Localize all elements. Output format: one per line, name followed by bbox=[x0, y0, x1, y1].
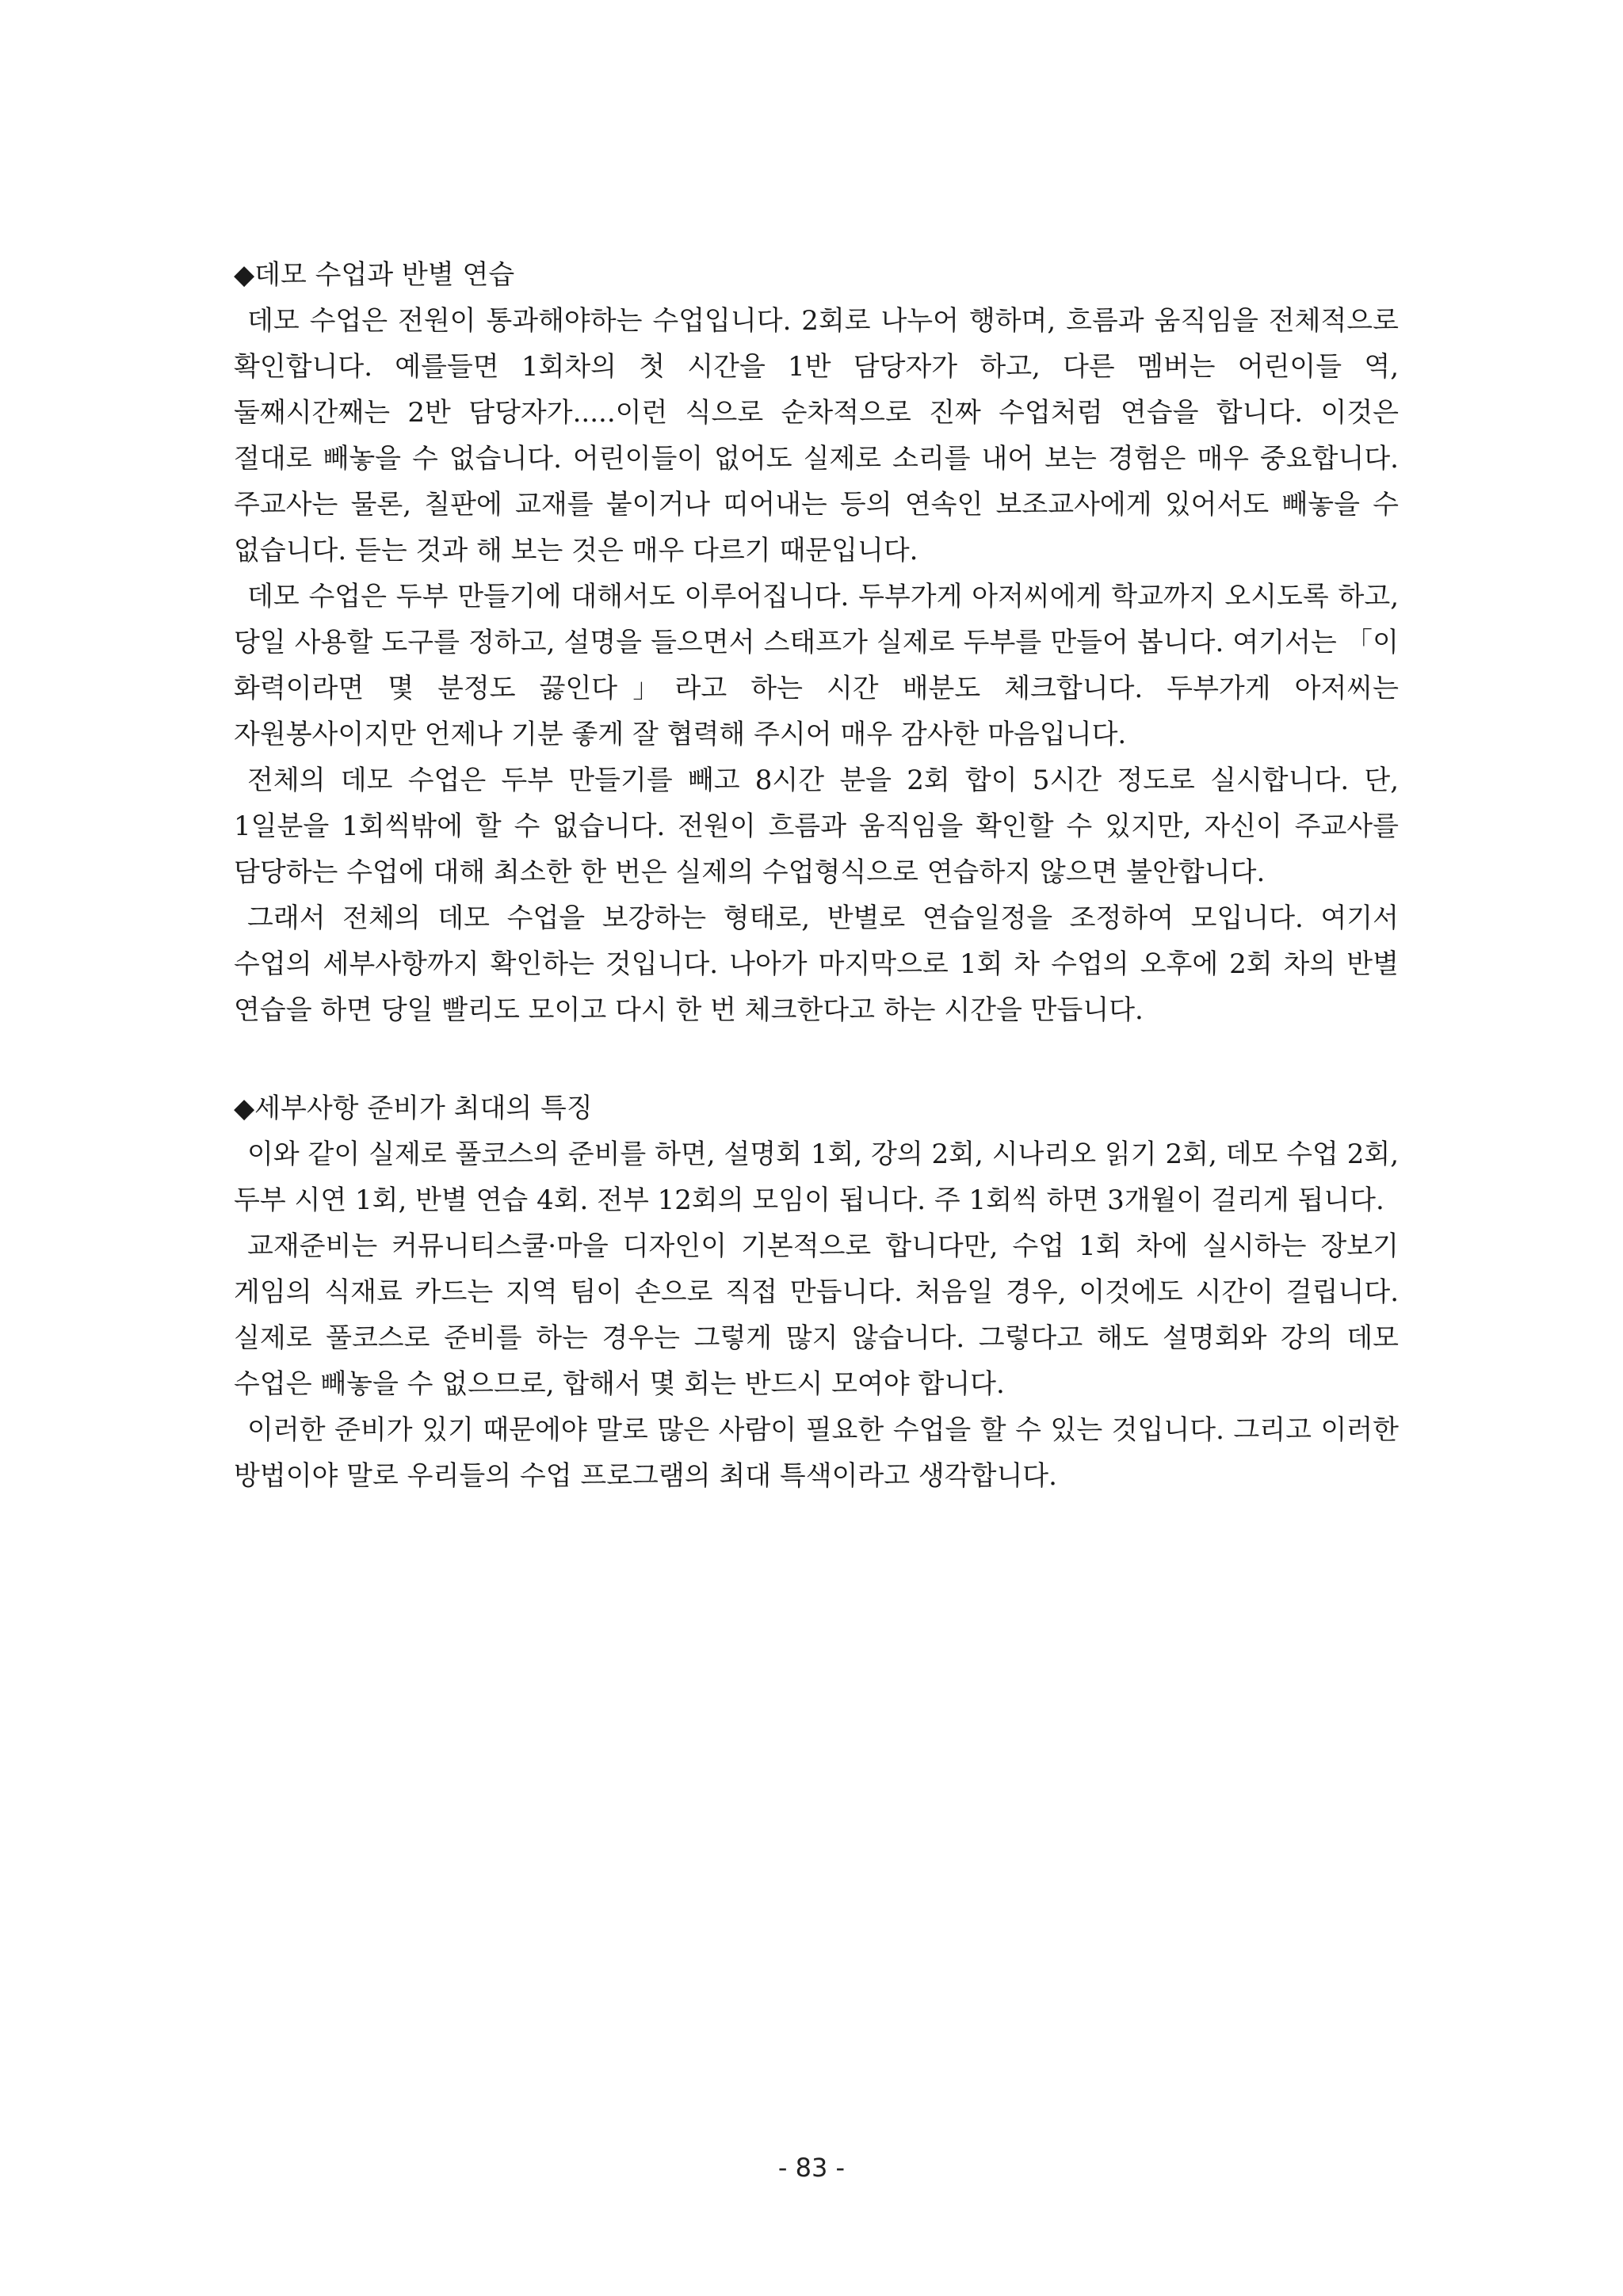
paragraph: 이와 같이 실제로 풀코스의 준비를 하면, 설명회 1회, 강의 2회, 시나리오 읽기 2회, 데모 수업 2회, 두부 시연 1회, 반별 연습 4회. 전부 12회의 모임이 됩니다. 주 1회씩 하면 3개월이 걸리게 됩니다. bbox=[234, 1138, 1399, 1216]
section-heading: ◆세부사항 준비가 최대의 특징 bbox=[234, 1093, 593, 1124]
section-demo-class bbox=[234, 252, 1399, 1033]
paragraph: 데모 수업은 전원이 통과해야하는 수업입니다. 2회로 나누어 행하며, 흐름과 움직임을 전체적으로 확인합니다. 예를들면 1회차의 첫 시간을 1반 담당자가 하고, 다른 멤버는 어린이들 역, 둘째시간째는 2반 담당자가.....이런 식으로 순차적으로 진짜 수업처럼 연습을 합니다. 이것은 절대로 빼놓을 수 없습니다. 어린이들이 없어도 실제로 소리를 내어 보는 경험은 매우 중요합니다. 주교사는 물론, 칠판에 교재를 붙이거나 띠어내는 등의 연속인 보조교사에게 있어서도 빼놓을 수 없습니다. 듣는 것과 해 보는 것은 매우 다르기 때문입니다. bbox=[234, 305, 1399, 566]
paragraph: 전체의 데모 수업은 두부 만들기를 빼고 8시간 분을 2회 합이 5시간 정도로 실시합니다. 단, 1일분을 1회씩밖에 할 수 없습니다. 전원이 흐름과 움직임을 확인할 수 있지만, 자신이 주교사를 담당하는 수업에 대해 최소한 한 번은 실제의 수업형식으로 연습하지 않으면 불안합니다. bbox=[234, 765, 1400, 888]
paragraph: 교재준비는 커뮤니티스쿨·마을 디자인이 기본적으로 합니다만, 수업 1회 차에 실시하는 장보기 게임의 식재료 카드는 지역 팀이 손으로 직접 만듭니다. 처음일 경우, 이것에도 시간이 걸립니다. 실제로 풀코스로 준비를 하는 경우는 그렇게 많지 않습니다. 그렇다고 해도 설명회와 강의 데모 수업은 빼놓을 수 없으므로, 합해서 몇 회는 반드시 모여야 합니다. bbox=[234, 1230, 1399, 1400]
section-detail-prep bbox=[234, 1085, 1399, 1499]
page-number: - 83 - bbox=[777, 2153, 846, 2183]
document-body bbox=[234, 252, 1399, 1499]
paragraph: 이러한 준비가 있기 때문에야 말로 많은 사람이 필요한 수업을 할 수 있는 것입니다. 그리고 이러한 방법이야 말로 우리들의 수업 프로그램의 최대 특색이라고 생각합니다. bbox=[234, 1414, 1399, 1492]
section-heading: ◆데모 수업과 반별 연습 bbox=[234, 259, 515, 291]
paragraph: 데모 수업은 두부 만들기에 대해서도 이루어집니다. 두부가게 아저씨에게 학교까지 오시도록 하고, 당일 사용할 도구를 정하고, 설명을 들으면서 스태프가 실제로 두부를 만들어 봅니다. 여기서는 「이 화력이라면 몇 분정도 끓인다」라고 하는 시간 배분도 체크합니다. 두부가게 아저씨는 자원봉사이지만 언제나 기분 좋게 잘 협력해 주시어 매우 감사한 마음입니다. bbox=[234, 581, 1399, 750]
paragraph: 그래서 전체의 데모 수업을 보강하는 형태로, 반별로 연습일정을 조정하여 모입니다. 여기서 수업의 세부사항까지 확인하는 것입니다. 나아가 마지막으로 1회 차 수업의 오후에 2회 차의 반별 연습을 하면 당일 빨리도 모이고 다시 한 번 체크한다고 하는 시간을 만듭니다. bbox=[234, 902, 1399, 1026]
